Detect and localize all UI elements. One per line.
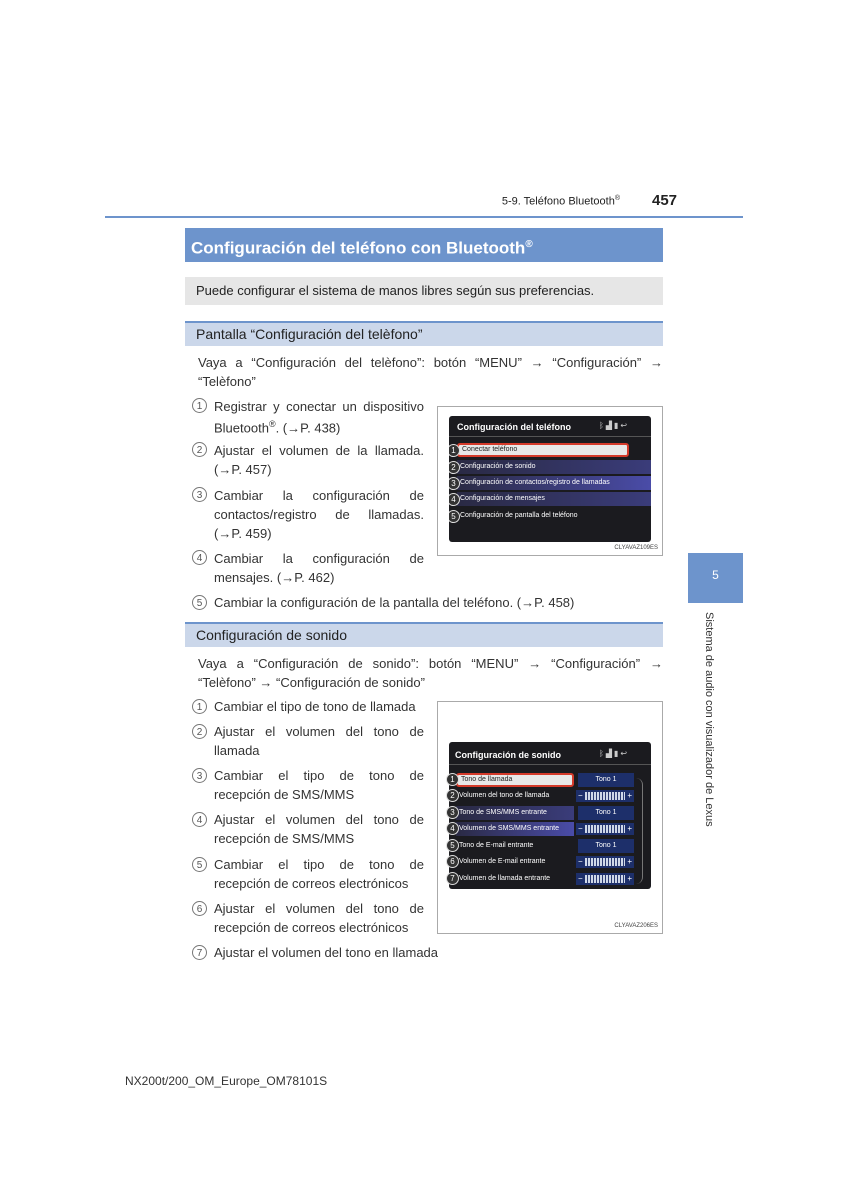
callout-number: 5: [449, 510, 460, 523]
list-item: recepción de correos electrónicos: [214, 920, 409, 935]
list-item: [214, 415, 424, 437]
page-reference-link[interactable]: (→P. 457): [214, 462, 272, 477]
list-item: Ajustar el volumen del tono de: [214, 901, 424, 916]
intro-text: Puede configurar el sistema de manos libres según sus preferencias.: [185, 277, 663, 305]
battery-icon: ▮: [613, 749, 621, 758]
screenshot-figure: [437, 406, 663, 556]
menu-item-connect-phone[interactable]: [457, 443, 629, 457]
callout-number: 4: [449, 493, 460, 506]
page-title: [185, 228, 663, 262]
item-number: 4: [192, 812, 207, 827]
setting-sms-tone[interactable]: [456, 806, 574, 820]
battery-icon: ▮: [613, 421, 621, 430]
menu-item-display-settings[interactable]: [457, 509, 651, 523]
callout-number: 3: [449, 477, 460, 490]
callout-number: 5: [446, 839, 459, 852]
bluetooth-icon: ᛒ: [599, 749, 606, 758]
item-number: 5: [192, 595, 207, 610]
plus-icon[interactable]: +: [627, 874, 632, 883]
minus-icon[interactable]: −: [578, 874, 583, 883]
list-item: Cambiar la configuración de: [214, 551, 424, 566]
phone-settings-screen: [449, 416, 651, 542]
callout-number: 3: [446, 806, 459, 819]
callout-number: 2: [446, 789, 459, 802]
menu-item-label: Configuración de sonido: [460, 463, 536, 470]
plus-icon[interactable]: +: [627, 857, 632, 866]
setting-email-tone[interactable]: [456, 839, 574, 853]
page-title-text: Configuración del teléfono con Bluetooth: [191, 238, 526, 258]
page-number: 457: [652, 192, 678, 209]
callout-number: 2: [449, 461, 460, 474]
registered-mark: ®: [525, 239, 533, 250]
setting-email-volume[interactable]: [456, 855, 574, 869]
section2-path-line2: “Telèfono” → “Configuración de sonido”: [198, 675, 425, 690]
section2-path-line1: Vaya a “Configuración de sonido”: botón “MENU” → “Configuración” →: [198, 656, 663, 671]
status-icons: [599, 749, 645, 759]
setting-ringtone[interactable]: [456, 773, 574, 787]
item-number: 5: [192, 857, 207, 872]
callout-number: 1: [449, 444, 460, 457]
back-icon[interactable]: ↩: [620, 749, 630, 758]
sound-settings-list: [448, 772, 648, 892]
section-header: [470, 195, 620, 208]
list-item: Ajustar el volumen de la llamada.: [214, 443, 424, 458]
setting-label: Tono de llamada: [461, 776, 513, 783]
figure-caption: CLYAVAZ109ES: [614, 545, 658, 551]
section2-heading: Configuración de sonido: [185, 622, 663, 647]
setting-label: Volumen del tono de llamada: [459, 792, 550, 799]
setting-label: Tono de E-mail entrante: [459, 842, 534, 849]
list-item: Cambiar el tipo de tono de llamada: [214, 699, 416, 714]
section1-heading: Pantalla “Configuración del telèfono”: [185, 321, 663, 346]
minus-icon[interactable]: −: [578, 791, 583, 800]
ringtone-volume-slider[interactable]: [576, 790, 634, 802]
list-item: Ajustar el volumen del tono en llamada: [214, 945, 439, 960]
callout-number: 6: [446, 855, 459, 868]
item-number: 2: [192, 724, 207, 739]
menu-item-label: Configuración de contactos/registro de llamadas: [460, 479, 610, 486]
screen-title: Configuración de sonido: [455, 750, 561, 760]
setting-label: Tono de SMS/MMS entrante: [459, 809, 547, 816]
item-number: 3: [192, 768, 207, 783]
sms-tone-value[interactable]: Tono 1: [578, 806, 634, 820]
setting-ringtone-volume[interactable]: [456, 789, 574, 803]
screen-divider: [449, 764, 651, 765]
volume-bar: [585, 792, 625, 800]
screen-title: Configuración del teléfono: [457, 422, 571, 432]
header-rule: [105, 216, 743, 218]
list-item: recepción de SMS/MMS: [214, 831, 355, 846]
back-icon[interactable]: ↩: [620, 421, 630, 430]
plus-icon[interactable]: +: [627, 791, 632, 800]
menu-item-label: Configuración de mensajes: [460, 495, 545, 502]
item-number: 2: [192, 442, 207, 457]
section-header-text: 5-9. Teléfono Bluetooth: [501, 195, 615, 208]
list-item: Registrar y conectar un dispositivo: [214, 399, 424, 414]
page-reference-link[interactable]: (→P. 459): [214, 526, 272, 541]
status-icons: [599, 421, 645, 431]
list-item: Cambiar el tipo de tono de: [214, 768, 424, 783]
volume-bar: [585, 875, 625, 883]
volume-bar: [585, 858, 625, 866]
item-number: 6: [192, 901, 207, 916]
email-volume-slider[interactable]: [576, 856, 634, 868]
signal-icon: ▟: [605, 421, 614, 430]
footer-code: NX200t/200_OM_Europe_OM78101S: [125, 1074, 328, 1088]
figure-caption: CLYAVAZ206ES: [614, 923, 658, 929]
list-item: Ajustar el volumen del tono de: [214, 812, 424, 827]
list-item: mensajes. (→P. 462): [214, 570, 335, 585]
list-item: llamada: [214, 743, 260, 758]
email-tone-value[interactable]: Tono 1: [578, 839, 634, 853]
call-volume-slider[interactable]: [576, 873, 634, 885]
item-number: 3: [192, 487, 207, 502]
item-number: 4: [192, 550, 207, 565]
callout-number: 7: [446, 872, 459, 885]
menu-item-message-settings[interactable]: [457, 492, 651, 506]
minus-icon[interactable]: −: [578, 824, 583, 833]
item-number: 1: [192, 398, 207, 413]
setting-sms-volume[interactable]: [456, 822, 574, 836]
list-item: recepción de correos electrónicos: [214, 876, 409, 891]
screen-divider: [449, 436, 651, 437]
registered-mark: ®: [614, 195, 620, 202]
callout-number: 4: [446, 822, 459, 835]
setting-call-volume[interactable]: [456, 872, 574, 886]
menu-item-contacts-settings[interactable]: [457, 476, 651, 490]
menu-item-label: Conectar teléfono: [462, 446, 518, 453]
page-reference-link[interactable]: . (→P. 438): [275, 420, 341, 436]
list-item: Cambiar la configuración de la pantalla del teléfono. (→P. 458): [214, 595, 575, 610]
item-number: 1: [192, 699, 207, 714]
section1-path-line1: Vaya a “Configuración del telèfono”: botón “MENU” → “Configuración” →: [198, 355, 663, 370]
bluetooth-icon: ᛒ: [599, 421, 606, 430]
volume-bar: [585, 825, 625, 833]
list-item-text: Bluetooth: [214, 420, 269, 436]
list-item: Cambiar el tipo de tono de: [214, 857, 424, 872]
ringtone-value[interactable]: Tono 1: [578, 773, 634, 787]
setting-label: Volumen de SMS/MMS entrante: [459, 825, 559, 832]
list-item: recepción de SMS/MMS: [214, 787, 355, 802]
list-item: Ajustar el volumen del tono de: [214, 724, 424, 739]
list-item: Cambiar la configuración de: [214, 488, 424, 503]
registered-mark: ®: [268, 419, 276, 429]
menu-item-label: Configuración de pantalla del teléfono: [460, 512, 578, 519]
chapter-tab[interactable]: 5: [688, 553, 743, 603]
signal-icon: ▟: [605, 749, 614, 758]
sms-volume-slider[interactable]: [576, 823, 634, 835]
plus-icon[interactable]: +: [627, 824, 632, 833]
chapter-title-vertical: Sistema de audio con visualizador de Lexus: [703, 612, 715, 827]
item-number: 7: [192, 945, 207, 960]
list-item: contactos/registro de llamadas.: [214, 507, 424, 522]
setting-label: Volumen de E-mail entrante: [459, 858, 546, 865]
callout-number: 1: [446, 773, 459, 786]
setting-label: Volumen de llamada entrante: [459, 875, 551, 882]
menu-item-sound-settings[interactable]: [457, 460, 651, 474]
section1-path-line2: “Telèfono”: [198, 374, 256, 389]
minus-icon[interactable]: −: [578, 857, 583, 866]
scroll-arc[interactable]: [636, 778, 643, 884]
